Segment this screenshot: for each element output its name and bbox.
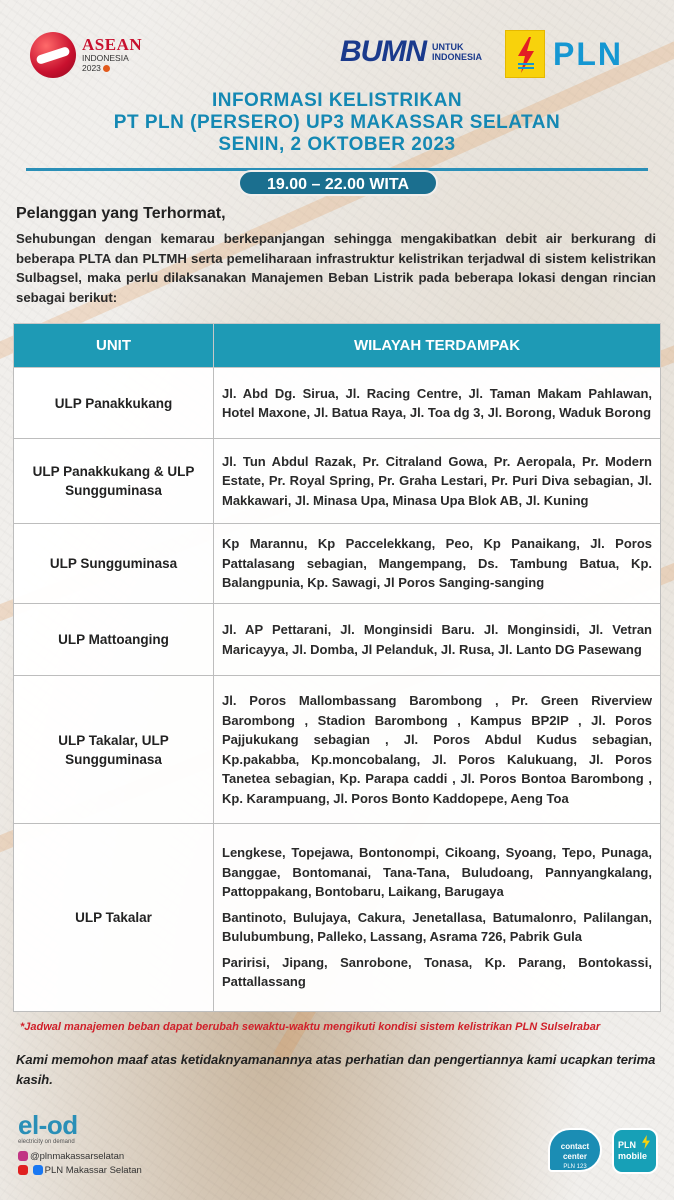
outage-table xyxy=(13,323,661,1012)
youtube-icon xyxy=(18,1165,28,1175)
facebook-icon xyxy=(33,1165,43,1175)
area-cell: Jl. AP Pettarani, Jl. Monginsidi Baru. Jl. Monginsidi, Jl. Vetran Maricayya, Jl. Domba, Jl Pelanduk, Jl. Rusa, Jl. Lanto DG Pasewang xyxy=(214,604,661,676)
page-subtitle: PT PLN (PERSERO) UP3 MAKASSAR SELATAN xyxy=(113,112,561,133)
asean-emblem-icon xyxy=(30,32,76,78)
schedule-note: *Jadwal manajemen beban dapat berubah sewaktu-waktu mengikuti kondisi sistem kelistrikan PLN Sulselrabar xyxy=(20,1021,601,1033)
greeting: Pelanggan yang Terhormat, xyxy=(16,205,226,222)
table-row xyxy=(14,524,661,604)
unit-cell: ULP Panakkukang xyxy=(14,368,214,439)
pln-logo xyxy=(505,30,645,80)
asean-country: INDONESIA xyxy=(82,53,129,63)
table-row xyxy=(14,676,661,824)
pln-mobile-badge: PLN mobile xyxy=(612,1128,658,1174)
asean-year: 2023 xyxy=(82,63,101,73)
area-cell: Lengkese, Topejawa, Bontonompi, Cikoang, Syoang, Tepo, Punaga, Banggae, Bontomanai, Tana-Tana, Buludoang, Pannyangkalang, Pattoppakang, Bontobaru, Laikang, Barugaya Bantinoto, Bulujaya, Cakura, Jenetallasa, Batumalonro, Palilangan, Bulubumbung, Palleko, Lassang, Asrama 726, Pabrik Gula Paririsi, Jipang, Sanrobone, Tonasa, Kp. Parang, Bontokassi, Pattallassang xyxy=(214,824,661,1012)
asean-indonesia-logo xyxy=(30,32,150,80)
area-cell: Jl. Poros Mallombassang Barombong , Pr. Green Riverview Barombong , Stadion Barombong , Kampus BP2IP , Jl. Poros Pajjukukang sebagian , Jl. Poros Abdul Kudus sebagian, Kp.pakabba, Kp.moncobalang, Jl. Poros Kalukuang, Jl. Poros Tanetea sebagian, Kp. Parapa caddi , Jl. Poros Bontoa Barombong , Kp. Karampuang, Jl. Poros Bonto Kaddopepe, Aeng Toa xyxy=(214,676,661,824)
pln-bolt-icon xyxy=(505,30,545,78)
unit-cell: ULP Panakkukang & ULP Sungguminasa xyxy=(14,439,214,524)
page-title: INFORMASI KELISTRIKAN xyxy=(211,90,463,111)
table-row xyxy=(14,439,661,524)
asean-title: ASEAN xyxy=(82,35,143,54)
social-links xyxy=(18,1150,142,1178)
unit-cell: ULP Mattoanging xyxy=(14,604,214,676)
unit-cell: ULP Takalar, ULP Sungguminasa xyxy=(14,676,214,824)
bumn-wordmark: BUMN xyxy=(340,35,426,68)
table-row xyxy=(14,604,661,676)
instagram-link[interactable]: @plnmakassarselatan xyxy=(18,1150,142,1164)
pln-wordmark: PLN xyxy=(553,36,623,72)
youtube-facebook-link[interactable]: PLN Makassar Selatan xyxy=(18,1164,142,1178)
table-header-row xyxy=(14,324,661,368)
area-cell: Jl. Abd Dg. Sirua, Jl. Racing Centre, Jl. Taman Makam Pahlawan, Hotel Maxone, Jl. Batua Raya, Jl. Toa dg 3, Jl. Borong, Waduk Borong xyxy=(214,368,661,439)
closing-text: Kami memohon maaf atas ketidaknyamanannya atas perhatian dan pengertiannya kami ucapkan terima kasih. xyxy=(16,1052,656,1087)
contact-center-badge: contact center PLN 123 xyxy=(548,1128,602,1172)
area-cell: Kp Marannu, Kp Paccelekkang, Peo, Kp Panaikang, Jl. Poros Pattalasang sebagian, Mangempang, Ds. Tambung Batua, Kp. Balangpunia, Kp. Sawagi, Jl Poros Sanging-sanging xyxy=(214,524,661,604)
instagram-icon xyxy=(18,1151,28,1161)
page-date: SENIN, 2 OKTOBER 2023 xyxy=(218,134,456,155)
intro-paragraph: Sehubungan dengan kemarau berkepanjangan sehingga mengakibatkan debit air berkurang di beberapa PLTA dan PLTMH serta pemeliharaan infrastruktur kelistrikan terjadwal di sistem kelistrikan Sulbagsel, maka perlu dilaksanakan Manajemen Beban Listrik pada beberapa lokasi dengan rincian sebagai berikut: xyxy=(16,231,656,305)
time-badge: 19.00 – 22.00 WITA xyxy=(238,170,438,196)
column-header-unit: UNIT xyxy=(14,324,214,368)
bumn-sub-line2: INDONESIA xyxy=(432,52,483,62)
elod-wordmark: el-od xyxy=(18,1110,78,1140)
elod-tagline: electricity on demand xyxy=(18,1139,75,1145)
table-row xyxy=(14,368,661,439)
bumn-logo xyxy=(340,36,500,72)
column-header-area: WILAYAH TERDAMPAK xyxy=(214,324,661,368)
bumn-sub-line1: UNTUK xyxy=(432,42,464,52)
unit-cell: ULP Takalar xyxy=(14,824,214,1012)
table-row xyxy=(14,824,661,1012)
elod-logo xyxy=(18,1112,78,1146)
area-cell: Jl. Tun Abdul Razak, Pr. Citraland Gowa, Pr. Aeropala, Pr. Modern Estate, Pr. Royal Spring, Pr. Graha Lestari, Pr. Puri Diva sebagian, Jl. Makkawari, Jl. Minasa Upa, Minasa Upa Blok AB, Jl. Kuning xyxy=(214,439,661,524)
asean-dot-icon xyxy=(103,65,110,72)
unit-cell: ULP Sungguminasa xyxy=(14,524,214,604)
